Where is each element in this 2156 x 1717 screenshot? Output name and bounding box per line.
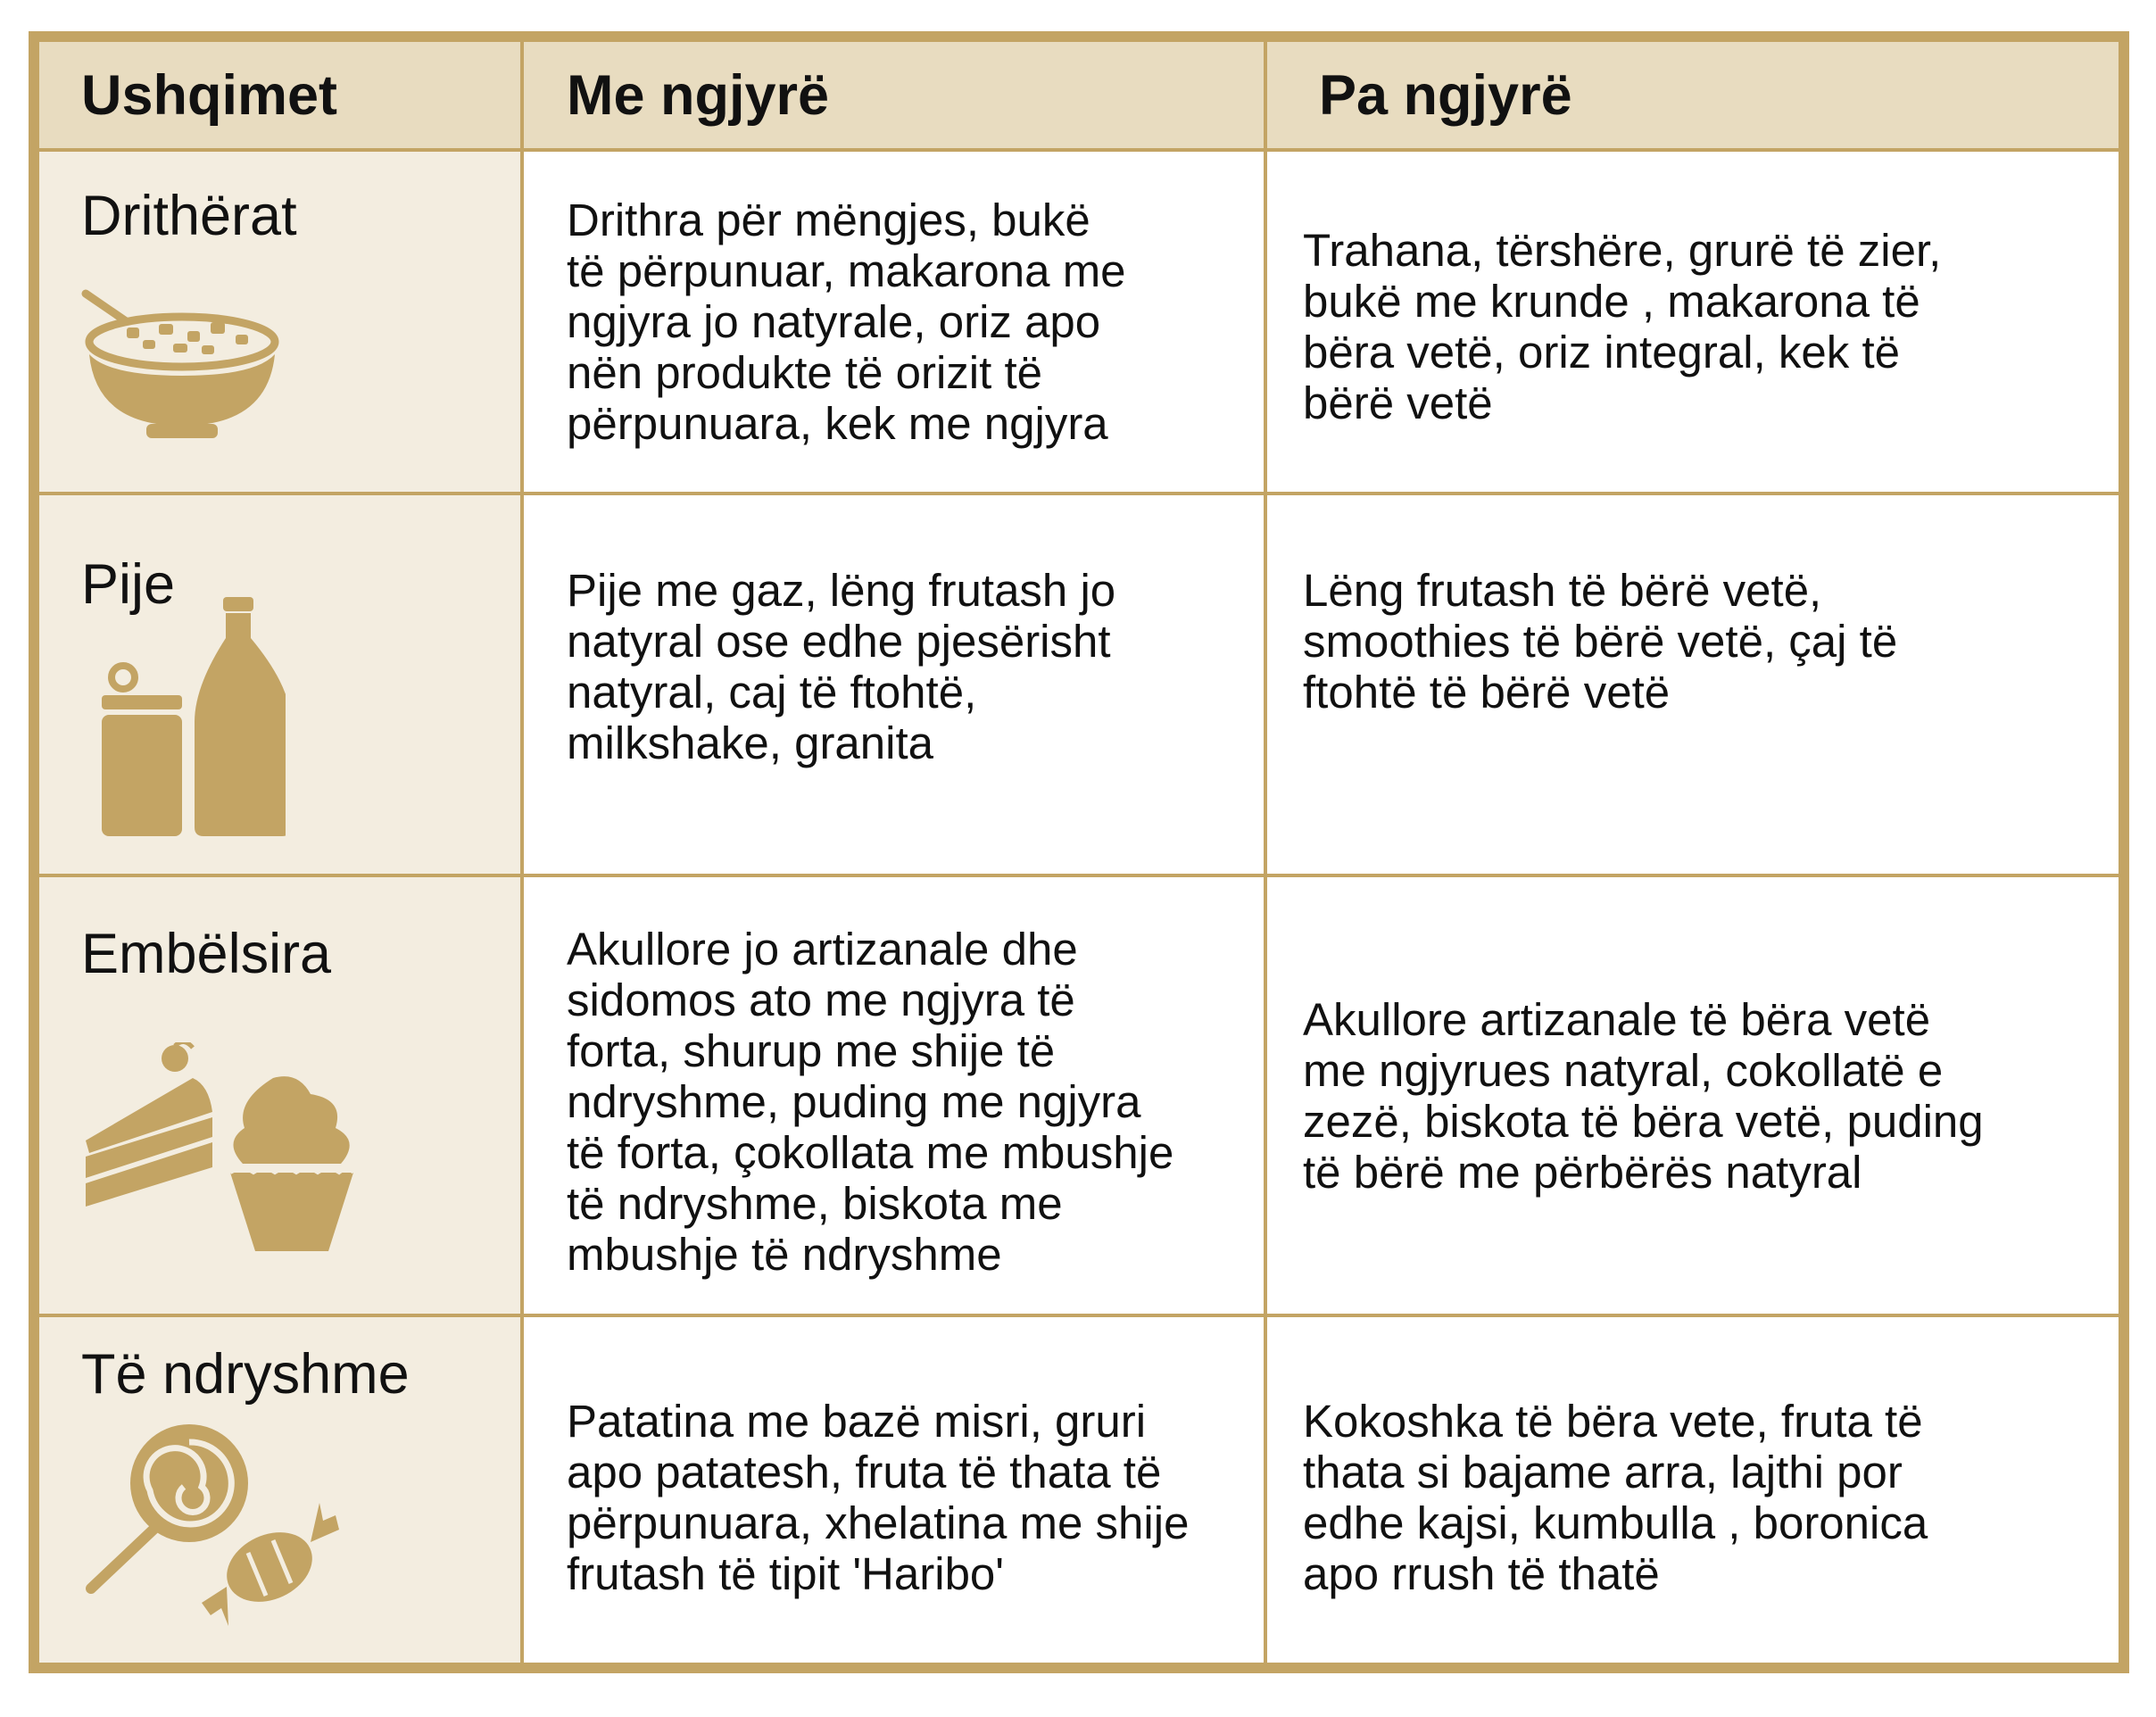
drinks-icon	[89, 597, 286, 838]
header-without-color-label: Pa ngjyrë	[1319, 63, 1572, 127]
desserts-with-color	[524, 877, 1267, 1317]
cell-text: Kokoshka të bëra vete, fruta të thata si bajame arra, lajthi por edhe kajsi, kumbulla , boronica apo rrush të thatë	[1303, 1396, 1928, 1599]
candy-icon	[77, 1424, 344, 1630]
cell-text: Akullore artizanale të bëra vetë me ngjyrues natyral, cokollatë e zezë, biskota të bëra vetë, puding të bërë me përbërës natyral	[1303, 993, 1984, 1198]
header-with-color	[524, 42, 1267, 152]
header-foods-label: Ushqimet	[81, 63, 338, 127]
cereals-with-color	[524, 152, 1267, 495]
cell-text: Patatina me bazë misri, gruri apo patatesh, fruta të thata të përpunuara, xhelatina me shije frutash të tipit 'Haribo'	[567, 1396, 1190, 1599]
misc-without-color	[1267, 1317, 2119, 1663]
category-label: Pije	[81, 553, 176, 616]
category-label: Drithërat	[81, 185, 297, 247]
category-label: Të ndryshme	[81, 1343, 410, 1406]
cell-text: Trahana, tërshëre, grurë të zier, bukë me krunde , makarona të bëra vetë, oriz integral, kek të bërë vetë	[1303, 225, 1942, 428]
category-desserts	[39, 877, 524, 1317]
header-foods	[39, 42, 524, 152]
desserts-without-color	[1267, 877, 2119, 1317]
cell-text: Akullore jo artizanale dhe sidomos ato me ngjyra të forta, shurup me shije të ndryshme, puding me ngjyra të forta, çokollata me mbushje të ndryshme, biskota me mbushje të ndryshme	[567, 924, 1174, 1280]
cell-text: Drithra për mëngjes, bukë të përpunuar, makarona me ngjyra jo natyrale, oriz apo nën produkte të orizit të përpunuara, kek me ngjyra	[567, 195, 1126, 449]
misc-with-color	[524, 1317, 1267, 1663]
cereal-bowl-icon	[77, 283, 282, 444]
food-color-table	[29, 31, 2129, 1673]
category-drinks	[39, 495, 524, 877]
cell-text: Lëng frutash të bërë vetë, smoothies të bërë vetë, çaj të ftohtë të bërë vetë	[1303, 565, 1898, 717]
header-without-color	[1267, 42, 2119, 152]
header-with-color-label: Me ngjyrë	[567, 63, 830, 127]
category-cereals	[39, 152, 524, 495]
cell-text: Pije me gaz, lëng frutash jo natyral ose edhe pjesërisht natyral, caj të ftohtë, milkshake, granita	[567, 565, 1116, 768]
desserts-icon	[77, 1042, 380, 1257]
category-misc	[39, 1317, 524, 1663]
cereals-without-color	[1267, 152, 2119, 495]
drinks-with-color	[524, 495, 1267, 877]
category-label: Embëlsira	[81, 923, 332, 985]
drinks-without-color	[1267, 495, 2119, 877]
